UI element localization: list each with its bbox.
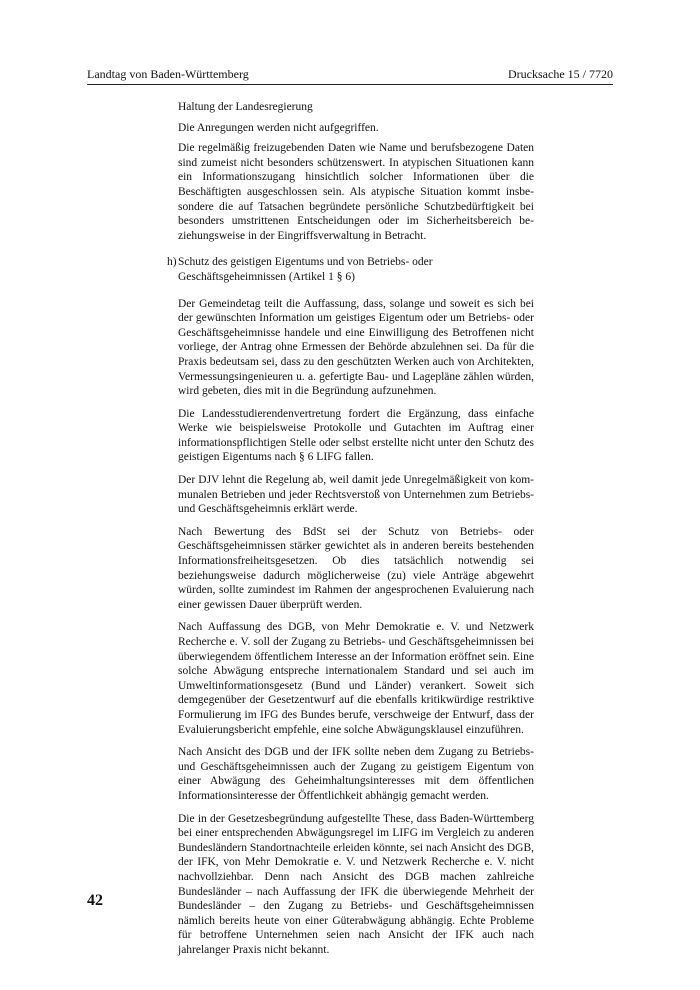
header-document-title: Landtag von Baden-Württemberg (87, 67, 249, 81)
intro-paragraph-1: Die Anregungen werden nicht aufgegriffen. (178, 121, 379, 134)
header-drucksache-number: Drucksache 15 / 7720 (508, 67, 613, 81)
header-divider (87, 84, 613, 85)
paragraph-landesstudierendenvertretung: Die Landesstudierendenvertretung fordert die Ergänzung, dass einfache Werke wie beispielsweise Protokolle und Gutachten im Auftrag einer informationspflichtigen Stelle oder selbst erstellte nicht unter den Schutz des geistigen Eigentums nach § 6 LIFG fallen. (178, 407, 534, 464)
section-heading (167, 255, 534, 284)
page-body (167, 100, 534, 965)
intro-paragraph-2: Die regelmäßig freizugebenden Daten wie Name und berufsbezogene Daten sind zumeist nicht besonders schützenswert. In atypischen Situationen kann ein Informationszugang hinsichtlich solcher Informationen über die Beschäftigten ausgeschlossen sein. Als atypische Situation kommt insbesondere die auf Tatsachen begründete persönliche Schutzbedürftigkeit bei besonders umstrittenen Entscheidungen oder im Sicherheitsbereich beziehungsweise in der Eingriffsverwaltung in Betracht. (178, 142, 534, 242)
paragraph-djv: Der DJV lehnt die Regelung ab, weil damit jede Unregelmäßigkeit von kommunalen Betrieben und jeder Rechtsverstoß von Unternehmen zum Betriebs- und Geschäftsgeheimnis erklärt werde. (178, 474, 534, 516)
page-number: 42 (87, 892, 103, 909)
intro-heading: Haltung der Landesregierung (178, 101, 313, 113)
section-label: h) (167, 256, 177, 269)
paragraph-gemeindetag: Der Gemeindetag teilt die Auffassung, dass, solange und soweit es sich bei der gewünschten Information um geistiges Eigentum oder um Betriebs- oder Geschäftsgeheimnisse handele und eine Einwilligung des Betroffenen nicht vorliege, der Antrag ohne Ermessen der Behörde abzulehnen sei. Da für die Praxis bedeutsam sei, dass zu den geschützten Werken auch von Architekten, Vermessungsingenieuren u. a. gefertigte Bau- und Lagepläne zählen würden, wird gebeten, dies mit in die Begründung aufzunehmen. (178, 297, 534, 398)
paragraph-dgb-ifk: Nach Ansicht des DGB und der IFK sollte neben dem Zugang zu Betriebs- und Geschäftsgeheimnissen auch der Zugang zu geistigem Eigentum von einer Abwägung des Geheimhaltungsinteresses mit dem öffentlichen Informationsinteresse der Öffentlichkeit abhängig gemacht werden. (178, 746, 534, 802)
paragraph-bdst: Nach Bewertung des BdSt sei der Schutz von Betriebs- oder Geschäftsgeheimnissen stärker gewichtet als in anderen bereits bestehenden Informationsfreiheitsgesetzen. Ob dies tatsächlich notwendig sei beziehungsweise dadurch möglicherweise (zu) viele Anträge abgewehrt würden, sollte zumindest im Rahmen der angesprochenen Evaluierung nach einer gewissen Dauer überprüft werden. (178, 525, 534, 611)
paragraph-standortnachteile: Die in der Gesetzesbegründung aufgestellte These, dass Baden-Württemberg bei einer entsprechenden Abwägungsregel im LIFG im Vergleich zu anderen Bundesländern Standortnachteile erleiden könnte, sei nach Ansicht des DGB, der IFK, von Mehr Demokratie e. V. und Netzwerk Recherche e. V. nicht nachvollziehbar. Denn nach Ansicht des DGB machen zahlreiche Bundesländer – nach Auffassung der IFK die überwiegende Mehrheit der Bundesländer – den Zugang zu Betriebs- und Geschäftsgeheimnissen nämlich bereits heute von einer Güterabwägung abhängig. Echte Probleme für betroffene Unternehmen seien nach Ansicht der IFK auch nach jahrelanger Praxis nicht bekannt. (178, 812, 534, 956)
paragraph-dgb-mehr-demokratie: Nach Auffassung des DGB, von Mehr Demokratie e. V. und Netzwerk Recherche e. V. soll der Zugang zu Betriebs- und Geschäftsgeheimnissen bei überwiegendem öffentlichem Interesse an der Information eröffnet sein. Eine solche Abwägung entspreche internationalem Standard und sei auch im Umweltinformationsgesetz (Bund und Länder) verankert. Soweit sich demgegenüber der Gesetzentwurf auf die ebenfalls kritikwürdige restriktive Formulierung im IFG des Bundes berufe, verschweige der Entwurf, dass der Evaluierungsbericht empfehle, eine solche Abwägungsklausel einzuführen. (178, 621, 534, 736)
section-title: Schutz des geistigen Eigentums und von Betriebs- oder Geschäftsgeheimnissen (Artikel 1 § 6) (178, 256, 433, 283)
